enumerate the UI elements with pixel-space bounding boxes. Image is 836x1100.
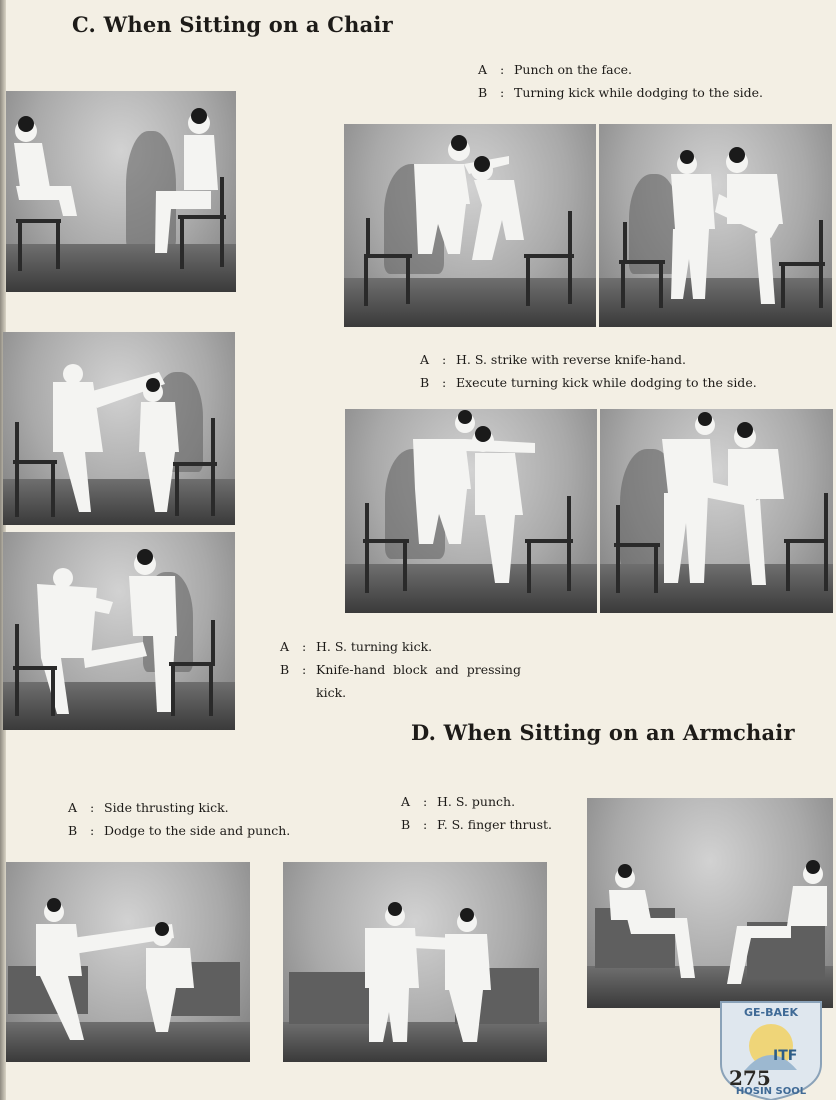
section-d-heading: D. When Sitting on an Armchair bbox=[411, 720, 795, 745]
caption-text: kick. bbox=[316, 685, 347, 700]
photo-punch-face-2 bbox=[599, 124, 832, 327]
caption-text: Punch on the face. bbox=[514, 62, 632, 77]
photo-seated-facing bbox=[6, 91, 236, 292]
caption-key: B bbox=[420, 375, 430, 390]
caption-text: H. S. turning kick. bbox=[316, 639, 433, 654]
caption-key: A bbox=[401, 794, 411, 809]
caption-key: A bbox=[478, 62, 488, 77]
caption-key: A bbox=[280, 639, 290, 654]
caption-c1: A : Punch on the face. B : Turning kick while dodging to the side. bbox=[478, 58, 763, 104]
page-number: 275 bbox=[729, 1066, 771, 1090]
logo-bottom-text: HOSIN SOOL bbox=[735, 1086, 807, 1097]
photo-pressing-kick bbox=[3, 532, 235, 730]
caption-d2: A : H. S. punch. B : F. S. finger thrust. bbox=[401, 790, 552, 836]
section-c-heading: C. When Sitting on a Chair bbox=[72, 12, 393, 37]
caption-text: H. S. punch. bbox=[437, 794, 516, 809]
caption-key: A bbox=[420, 352, 430, 367]
caption-text: Knife-hand block and pressing bbox=[316, 662, 521, 677]
caption-text: Side thrusting kick. bbox=[104, 800, 229, 815]
photo-armchair-seated bbox=[587, 798, 833, 1008]
photo-turning-kick-left bbox=[3, 332, 235, 525]
caption-key: A bbox=[68, 800, 78, 815]
caption-c2: A : H. S. strike with reverse knife-hand. B : Execute turning kick while dodging to the side. bbox=[420, 348, 757, 394]
photo-knife-hand-2 bbox=[600, 409, 833, 613]
caption-key: B bbox=[68, 823, 78, 838]
caption-text: H. S. strike with reverse knife-hand. bbox=[456, 352, 687, 367]
photo-armchair-punch bbox=[283, 862, 547, 1062]
logo-top-text: GE-BAEK bbox=[743, 1006, 799, 1019]
caption-key: B bbox=[401, 817, 411, 832]
caption-text: F. S. finger thrust. bbox=[437, 817, 552, 832]
caption-text: Execute turning kick while dodging to the side. bbox=[456, 375, 757, 390]
caption-text: Turning kick while dodging to the side. bbox=[514, 85, 763, 100]
caption-d1: A : Side thrusting kick. B : Dodge to the side and punch. bbox=[68, 796, 290, 842]
caption-text: Dodge to the side and punch. bbox=[104, 823, 291, 838]
photo-knife-hand-1 bbox=[345, 409, 597, 613]
caption-c3: A : H. S. turning kick. B : Knife-hand block and pressing kick. bbox=[280, 635, 521, 704]
photo-punch-face-1 bbox=[344, 124, 596, 327]
photo-armchair-side-kick bbox=[6, 862, 250, 1062]
caption-key: B bbox=[478, 85, 488, 100]
logo-mid-text: ITF bbox=[773, 1048, 798, 1064]
caption-key: B bbox=[280, 662, 290, 677]
